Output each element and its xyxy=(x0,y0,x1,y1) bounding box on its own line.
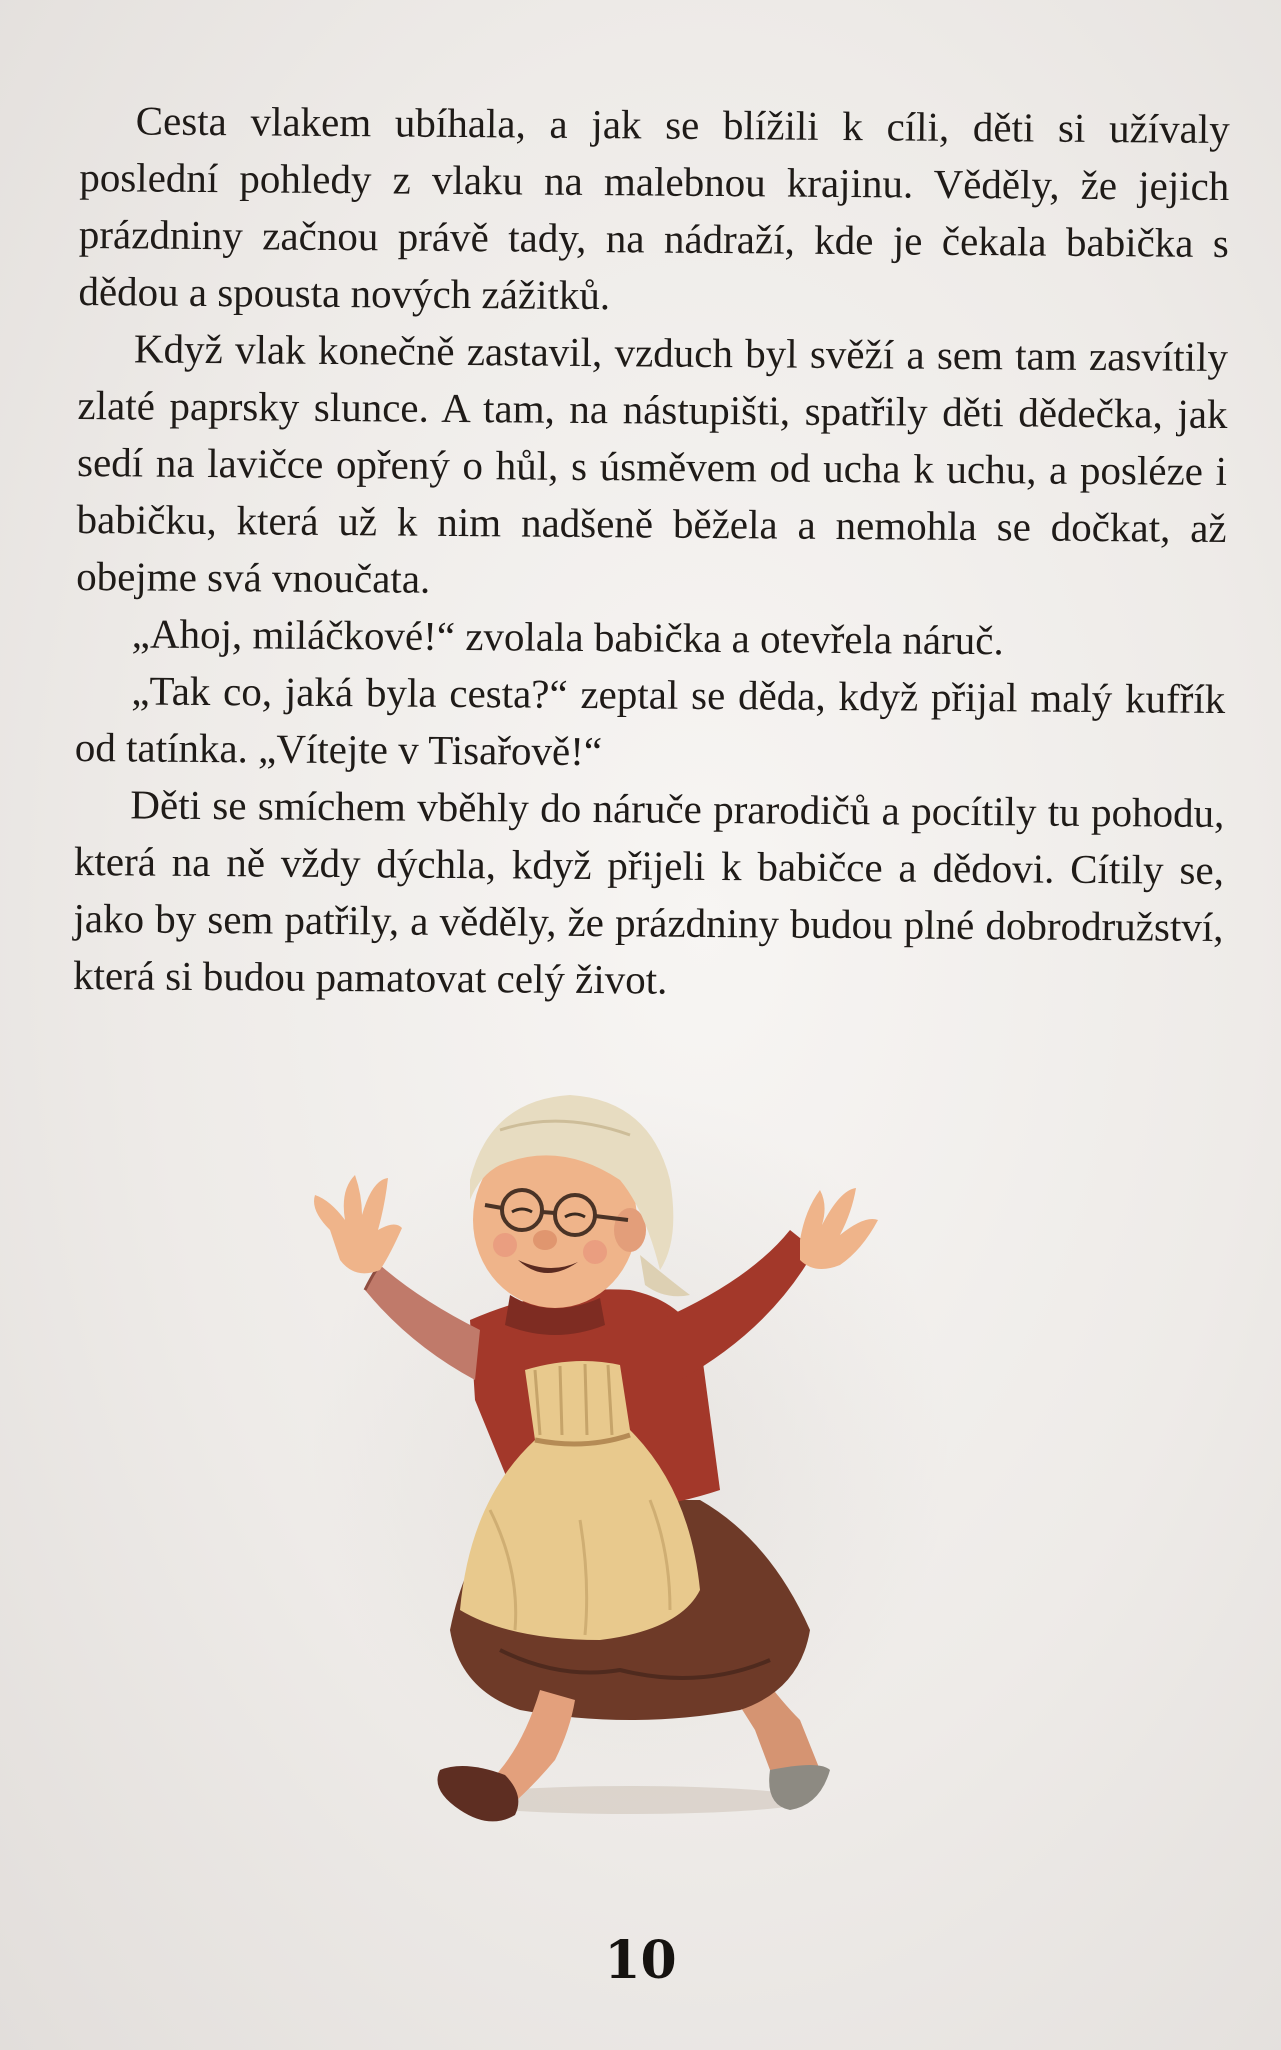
paragraph: „Tak co, jaká byla cesta?“ zeptal se děda, když přijal malý kufřík od tatínka. „Vítejte v Tisařově!“ xyxy=(74,667,1226,775)
paragraph: „Ahoj, miláčkové!“ zvolala babička a otevřela náruč. xyxy=(131,610,1004,664)
paragraph: Děti se smíchem vběhly do náruče prarodičů a pocítily tu pohodu, která na ně vždy dýchla, když přijeli k babičce a dědovi. Cítily se, jako by sem patřily, a věděly, že prázdniny budou plné dobrodružství, která si budou pamatovat celý život. xyxy=(72,781,1225,1003)
page-number: 10 xyxy=(604,1930,677,1991)
story-text xyxy=(73,92,1230,1013)
paragraph: Cesta vlakem ubíhala, a jak se blížili k cíli, děti si užívaly poslední pohledy z vlaku na malebnou krajinu. Věděly, že jejich prázdniny začnou právě tady, na nádraží, kde je čekala babička s dědou a spousta nových zážitků. xyxy=(78,97,1230,319)
paragraph: Když vlak konečně zastavil, vzduch byl svěží a sem tam zasvítily zlaté paprsky slunce. A tam, na nástupišti, spatřily děti dědečka, jak sedí na lavičce opřený o hůl, s úsměvem od ucha k uchu, a posléze i babičku, která už k nim nadšeně běžela a nemohla se dočkat, až obejme svá vnoučata. xyxy=(76,325,1229,602)
grandmother-illustration xyxy=(300,1070,980,1850)
